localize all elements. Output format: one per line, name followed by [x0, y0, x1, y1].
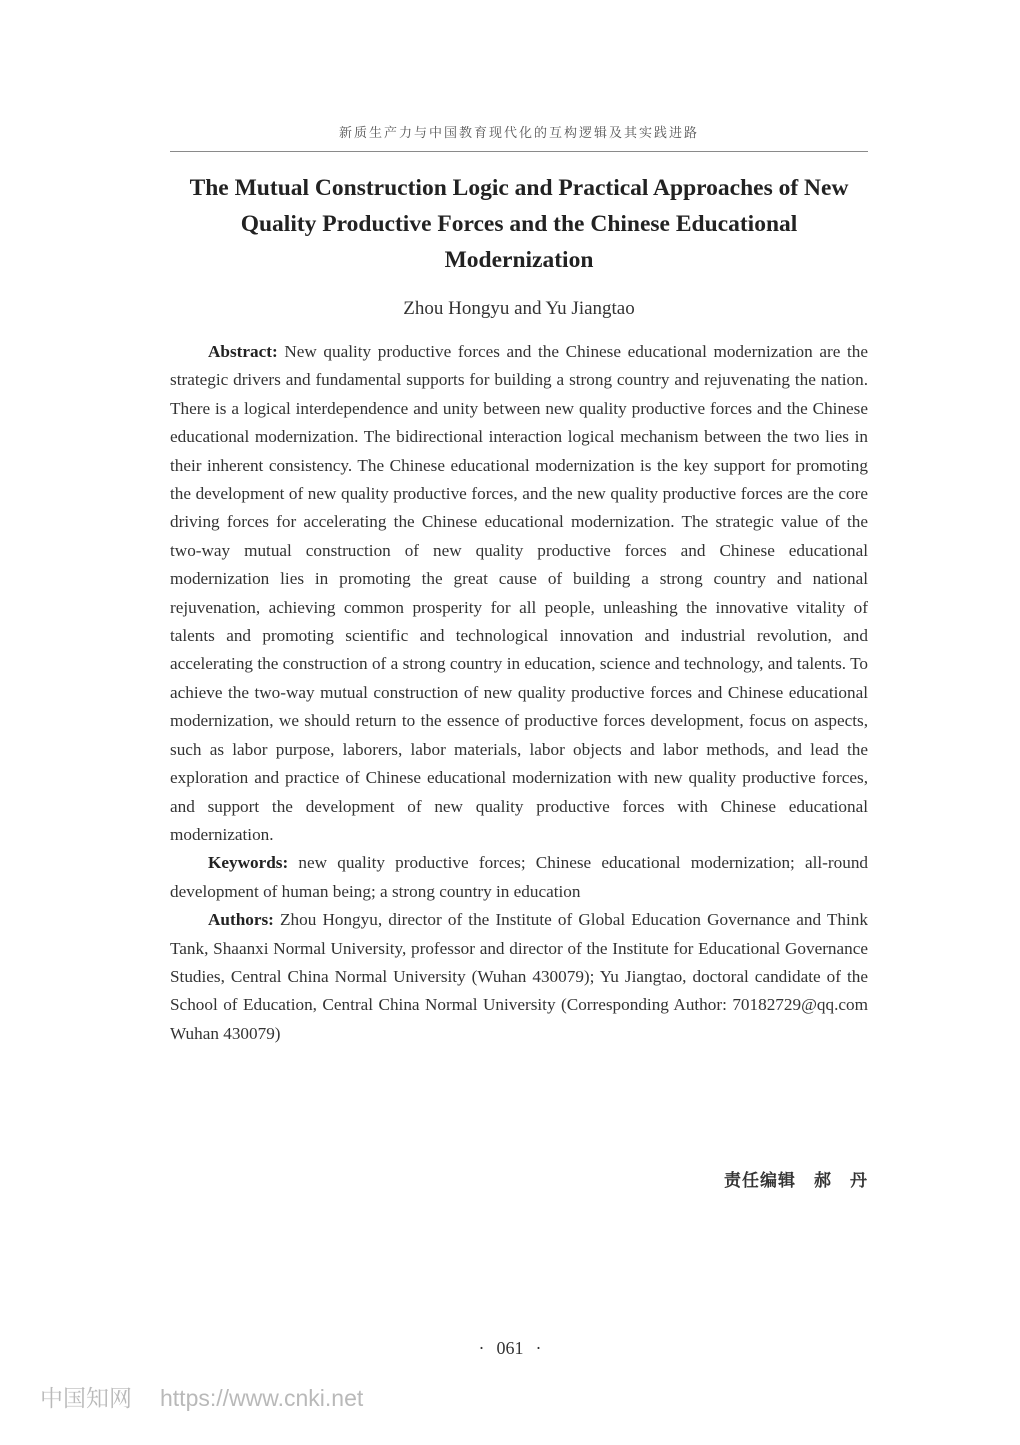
running-header: 新质生产力与中国教育现代化的互构逻辑及其实践进路 [338, 126, 699, 141]
authors-info-paragraph [170, 906, 868, 1048]
keywords-paragraph [170, 849, 868, 906]
abstract-text: New quality productive forces and the Chinese educational modernization are the strategic drivers and fundamental supports for building a strong country and rejuvenating the nation. There is a logical interdependence and unity between new quality productive forces and the Chinese educational modernization. The bidirectional interaction logical mechanism between the two lies in their inherent consistency. The Chinese educational modernization is the key support for promoting the development of new quality productive forces, and the new quality productive forces are the core driving forces for accelerating the Chinese educational modernization. The strategic value of the two-way mutual construction of new quality productive forces and Chinese educational modernization lies in promoting the great cause of building a strong country and national rejuvenation, achieving common prosperity for all people, unleashing the innovative vitality of talents and promoting scientific and technological innovation and industrial revolution, and accelerating the construction of a strong country in education, science and technology, and talents. To achieve the two-way mutual construction of new quality productive forces and Chinese educational modernization, we should return to the essence of productive forces development, focus on aspects, such as labor purpose, laborers, labor materials, labor objects and labor methods, and lead the exploration and practice of Chinese educational modernization with new quality productive forces, and support the development of new quality productive forces with Chinese educational modernization. [170, 342, 868, 844]
page-number [0, 1338, 1020, 1359]
editor-name-1: 郝 [814, 1171, 832, 1191]
editor-name-2: 丹 [850, 1171, 868, 1191]
article-title: The Mutual Construction Logic and Practical Approaches of New Quality Productive Forces and the Chinese Educational Modernization [189, 175, 849, 273]
watermark-logo-text: 中国知网 [40, 1386, 132, 1412]
abstract-paragraph [170, 338, 868, 849]
abstract-label: Abstract: [208, 342, 278, 361]
keywords-text: new quality productive forces; Chinese educational modernization; all-round development of human being; a strong country in education [170, 853, 869, 901]
editor-label: 责任编辑 [724, 1171, 796, 1191]
authors-info-text: Zhou Hongyu, director of the Institute of Global Education Governance and Think Tank, Shaanxi Normal University, professor and director of the Institute for Educational Governance Studies, Central China Normal University (Wuhan 430079); Yu Jiangtao, doctoral candidate of the School of Education, Central China Normal University (Corresponding Author: 70182729@qq.com Wuhan 430079) [170, 910, 868, 1043]
article-body [170, 338, 868, 1048]
responsible-editor [724, 1166, 868, 1191]
watermark-url: https://www.cnki.net [160, 1385, 364, 1411]
page-number-dot-right: · [535, 1338, 542, 1358]
article-authors: Zhou Hongyu and Yu Jiangtao [403, 298, 635, 319]
cnki-watermark [40, 1380, 363, 1413]
authors-info-label: Authors: [208, 910, 274, 930]
page-number-value: 061 [496, 1338, 524, 1358]
page-number-dot-left: · [478, 1338, 485, 1358]
header-rule [170, 151, 868, 152]
keywords-label: Keywords: [208, 853, 289, 873]
